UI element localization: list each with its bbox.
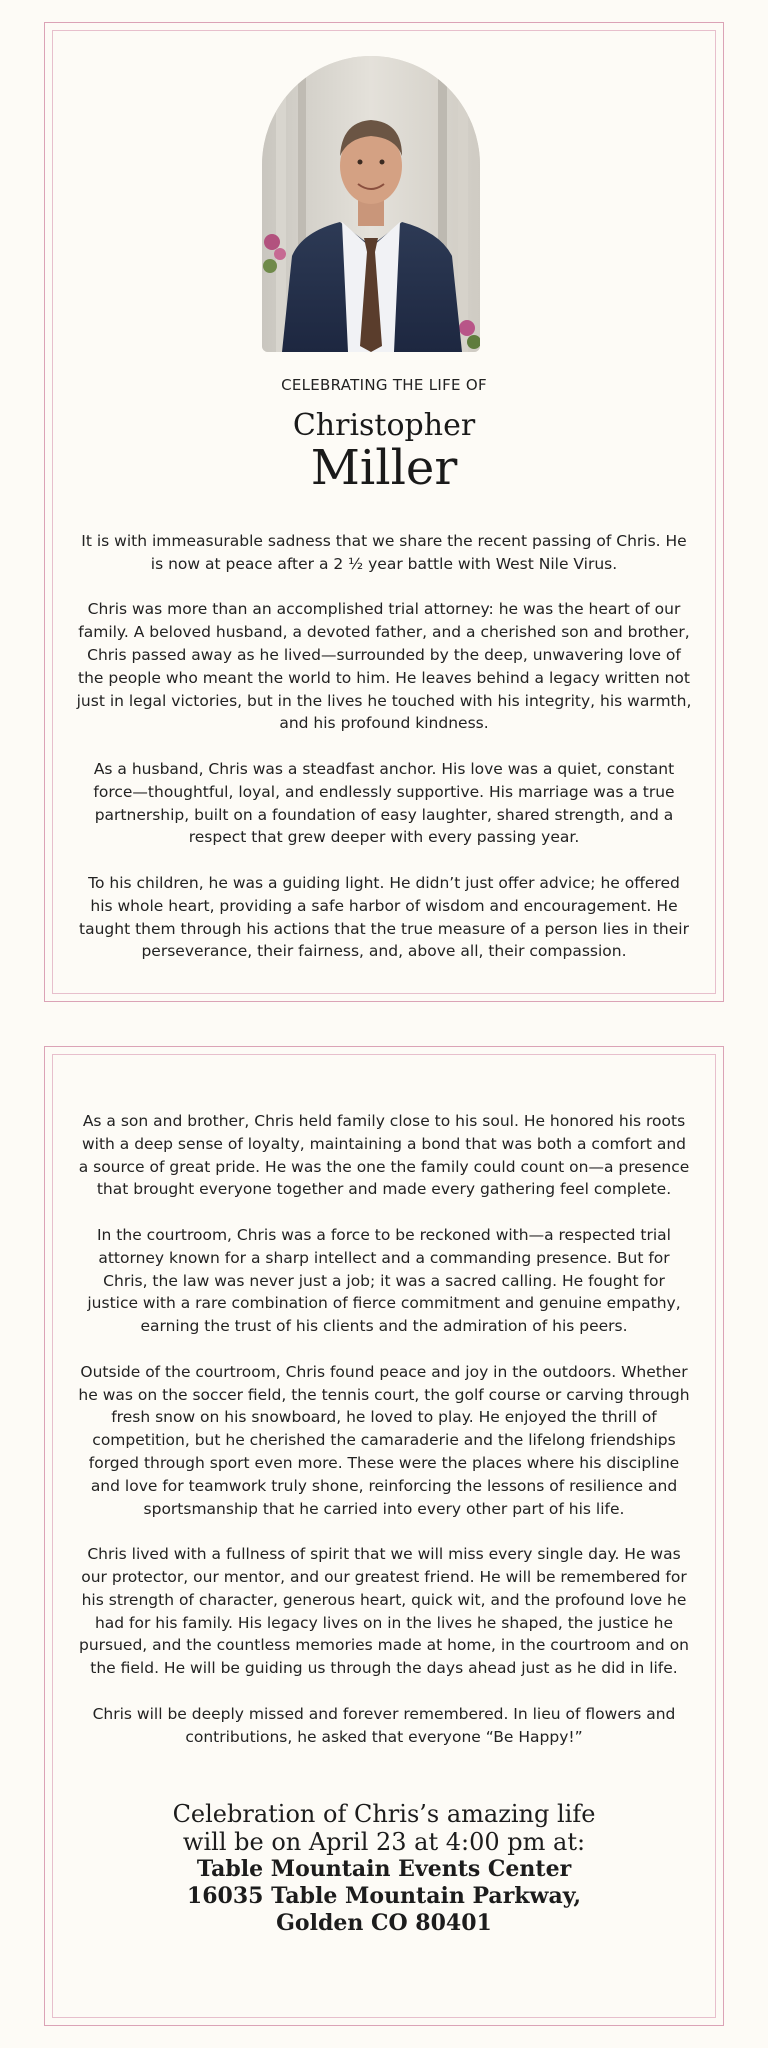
paragraph: Chris was more than an accomplished trial attorney: he was the heart of our family. A beloved husband, a devoted father, and a cherished son and brother, Chris passed away as he lived—surrounded by the deep, unwavering love of the people who meant the world to him. He leaves behind a legacy written not just in legal victories, but in the lives he touched with his integrity, his warmth, and his profound kindness. [76,600,692,733]
last-name: Miller [310,440,458,496]
paragraph: To his children, he was a guiding light. He didn’t just offer advice; he offered his whole heart, providing a safe harbor of wisdom and encouragement. He taught them through his actions that the true measure of a person lies in their perseverance, their fairness, and, above all, their compassion. [79,873,689,961]
event-street: 16035 Table Mountain Parkway, [186,1883,582,1909]
person-portrait-icon [262,56,480,352]
paragraph: Chris lived with a fullness of spirit that we will miss every single day. He was our protector, our mentor, and our greatest friend. He will be remembered for his strength of character, generous heart, quick wit, and the profound love he had for his family. His legacy lives on in the lives he shaped, the justice he pursued, and the countless memories made at home, in the courtroom and on the field. He will be guiding us through the days ahead just as he did in life. [78,1545,690,1678]
obituary-text-top [76,530,692,986]
event-city: Golden CO 80401 [276,1910,492,1936]
paragraph: As a son and brother, Chris held family close to his soul. He honored his roots with a deep sense of loyalty, maintaining a bond that was both a comfort and a source of great pride. He was the one the family could count on—a presence that brought everyone together and made every gathering feel complete. [78,1112,690,1199]
paragraph: It is with immeasurable sadness that we share the recent passing of Chris. He is now at peace after a 2 ½ year battle with West Nile Virus. [81,532,687,573]
paragraph: As a husband, Chris was a steadfast anchor. His love was a quiet, constant force—thoughtful, loyal, and endlessly supportive. His marriage was a true partnership, built on a foundation of easy laughter, shared strength, and a respect that grew deeper with every passing year. [93,759,675,847]
celebration-details [0,1800,768,1937]
paragraph: Chris will be deeply missed and forever remembered. In lieu of flowers and contributions, he asked that everyone “Be Happy!” [92,1704,676,1746]
paragraph: In the courtroom, Chris was a force to be reckoned with—a respected trial attorney known for a sharp intellect and a commanding presence. But for Chris, the law was never just a job; it was a sacred calling. He fought for justice with a rare combination of fierce commitment and genuine empathy, earning the trust of his clients and the admiration of his peers. [87,1225,681,1336]
paragraph: Outside of the courtroom, Chris found peace and joy in the outdoors. Whether he was on the soccer field, the tennis court, the golf course or carving through fresh snow on his snowboard, he loved to play. He enjoyed the thrill of competition, but he cherished the camaraderie and the lifelong friendships forged through sport even more. These were the places where his discipline and love for teamwork truly shone, reinforcing the lessons of resilience and sportsmanship that he carried into every other part of his life. [78,1362,690,1518]
event-venue: Table Mountain Events Center [196,1856,572,1882]
event-intro: Celebration of Chris’s amazing life will be on April 23 at 4:00 pm at: [172,1800,596,1856]
first-name: Christopher [292,408,476,443]
obituary-text-bottom [76,1110,692,1771]
portrait-photo [262,56,480,352]
celebrating-heading: CELEBRATING THE LIFE OF [281,376,487,394]
